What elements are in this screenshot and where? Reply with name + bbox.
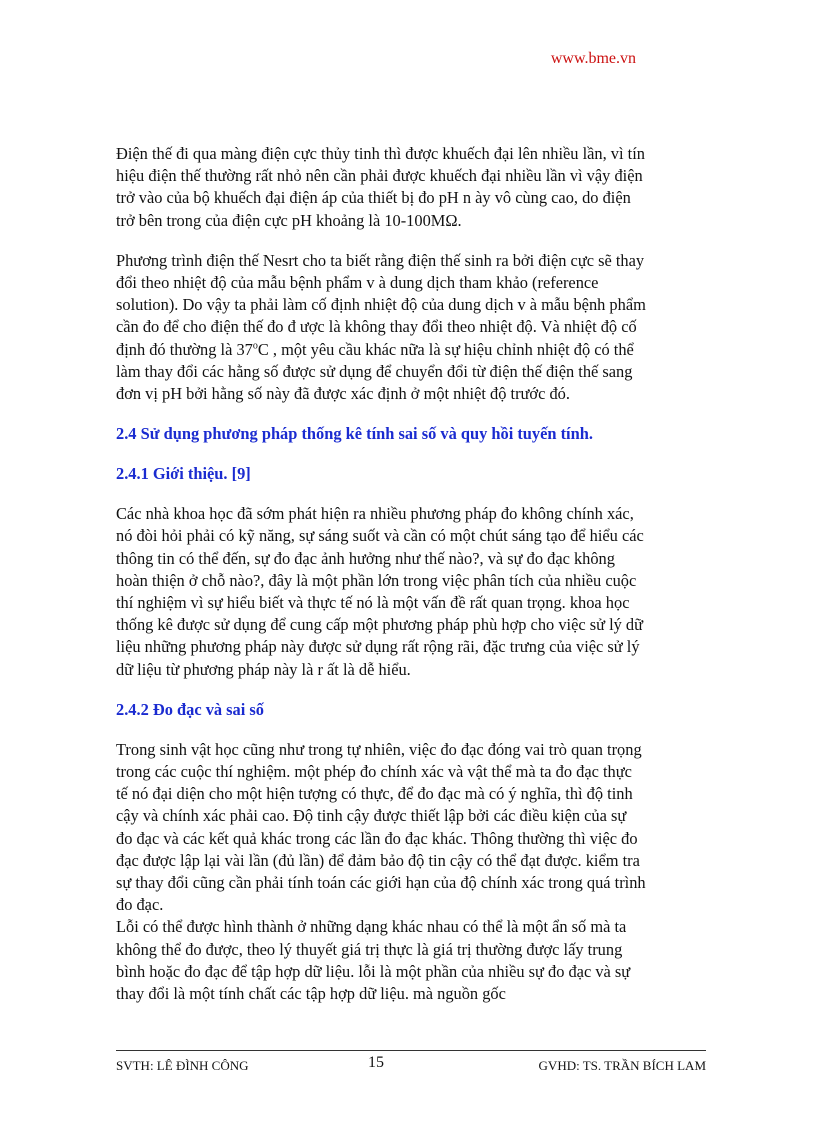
paragraph-introduction: Các nhà khoa học đã sớm phát hiện ra nhiều phương pháp đo không chính xác, nó đòi hỏi phải có kỹ năng, sự sáng suốt và cần có một chút sáng tạo để hiểu các thông tin có thể đến, sự đo đạc ảnh hưởng như thế nào?, và sự đo đạc không hoàn thiện ở chỗ nào?, đây là một phần lớn trong việc phân tích của nhiều cuộc thí nghiệm vì sự hiểu biết và thực tế nó là một vấn đề rất quan trọng. khoa học thống kê được sử dụng để cung cấp một phương pháp phù hợp cho việc sử lý dữ liệu những phương pháp này được sử dụng rất rộng rãi, đặc trưng của việc sử lý dữ liệu từ phương pháp này là r ất là dễ hiểu. — [116, 504, 644, 679]
paragraph-nernst-temperature — [116, 250, 646, 405]
section-heading-2-4: 2.4 Sử dụng phương pháp thống kê tính sai số và quy hồi tuyến tính. — [116, 424, 593, 444]
paragraph-measurement: Trong sinh vật học cũng như trong tự nhiên, việc đo đạc đóng vai trò quan trọng trong các cuộc thí nghiệm. một phép đo chính xác và vật thể mà ta đo đạc thực tế nó đại diện cho một hiện tượng có thực, để đo đạc mà có ý nghĩa, thì độ tinh cậy và chính xác phải cao. Độ tinh cậy được thiết lập bởi các điều kiện của sự đo đạc và các kết quả khác trong các lần đo đạc khác. Thông thường thì việc đo đạc được lập lại vài lần (đủ lần) để đảm bảo độ tin cậy có thể đạt được. kiểm tra sự thay đổi cũng cần phải tính toán các giới hạn của độ chính xác trong quá trình đo đạc. — [116, 739, 646, 915]
paragraph-nernst-text-1: Phương trình điện thế Nesrt cho ta biết rằng điện thế sinh ra bởi điện cực sẽ thay đổi theo nhiệt độ của mẫu bệnh phẩm v à dung dịch tham khảo (reference solution). Do vậy ta phải làm cố định nhiệt độ của dung dịch v à mẫu bệnh phẩm cần đo để cho điện thế đo đ ược là không thay đổi theo nhiệt độ. Và nhiệt độ cố định đó thường là 37 — [116, 250, 646, 359]
footer-student: SVTH: LÊ ĐÌNH CÔNG — [116, 1058, 249, 1073]
section-heading-2-4-1: 2.4.1 Giới thiệu. [9] — [116, 464, 251, 484]
paragraph-errors: Lỗi có thể được hình thành ở những dạng khác nhau có thể là một ẩn số mà ta không thể đo được, theo lý thuyết giá trị thực là giá trị thường được lấy trung bình hoặc đo đạc để tập hợp dữ liệu. lỗi là một phần của nhiều sự đo đạc và sự thay đổi là một tính chất các tập hợp dữ liệu. mà nguồn gốc — [116, 917, 631, 1004]
degree-superscript: o — [252, 340, 258, 352]
page-number: 15 — [368, 1054, 384, 1071]
footer-divider — [116, 1050, 706, 1051]
footer-advisor: GVHD: TS. TRẦN BÍCH LAM — [538, 1058, 706, 1073]
section-heading-2-4-2: 2.4.2 Đo đạc và sai số — [116, 699, 264, 719]
site-url[interactable]: www.bme.vn — [550, 50, 636, 67]
page-content — [116, 143, 646, 1005]
paragraph-electrode-amplification: Điện thế đi qua màng điện cực thủy tinh thì được khuếch đại lên nhiều lần, vì tín hiệu điện thế thường rất nhỏ nên cần phải được khuếch đại nhiều lần vì vậy điện trở vào của bộ khuếch đại điện áp của thiết bị đo pH n ày vô cùng cao, do điện trở bên trong của điện cực pH khoảng là 10-100MΩ. — [116, 144, 645, 230]
paragraph-nernst-text-2: C , một yêu cầu khác nữa là sự hiệu chỉnh nhiệt độ có thể làm thay đổi các hằng số được sử dụng để chuyển đổi từ điện thế điện thế sang đơn vị pH bởi hằng số này đã được xác định ở một nhiệt độ trước đó. — [116, 339, 634, 404]
